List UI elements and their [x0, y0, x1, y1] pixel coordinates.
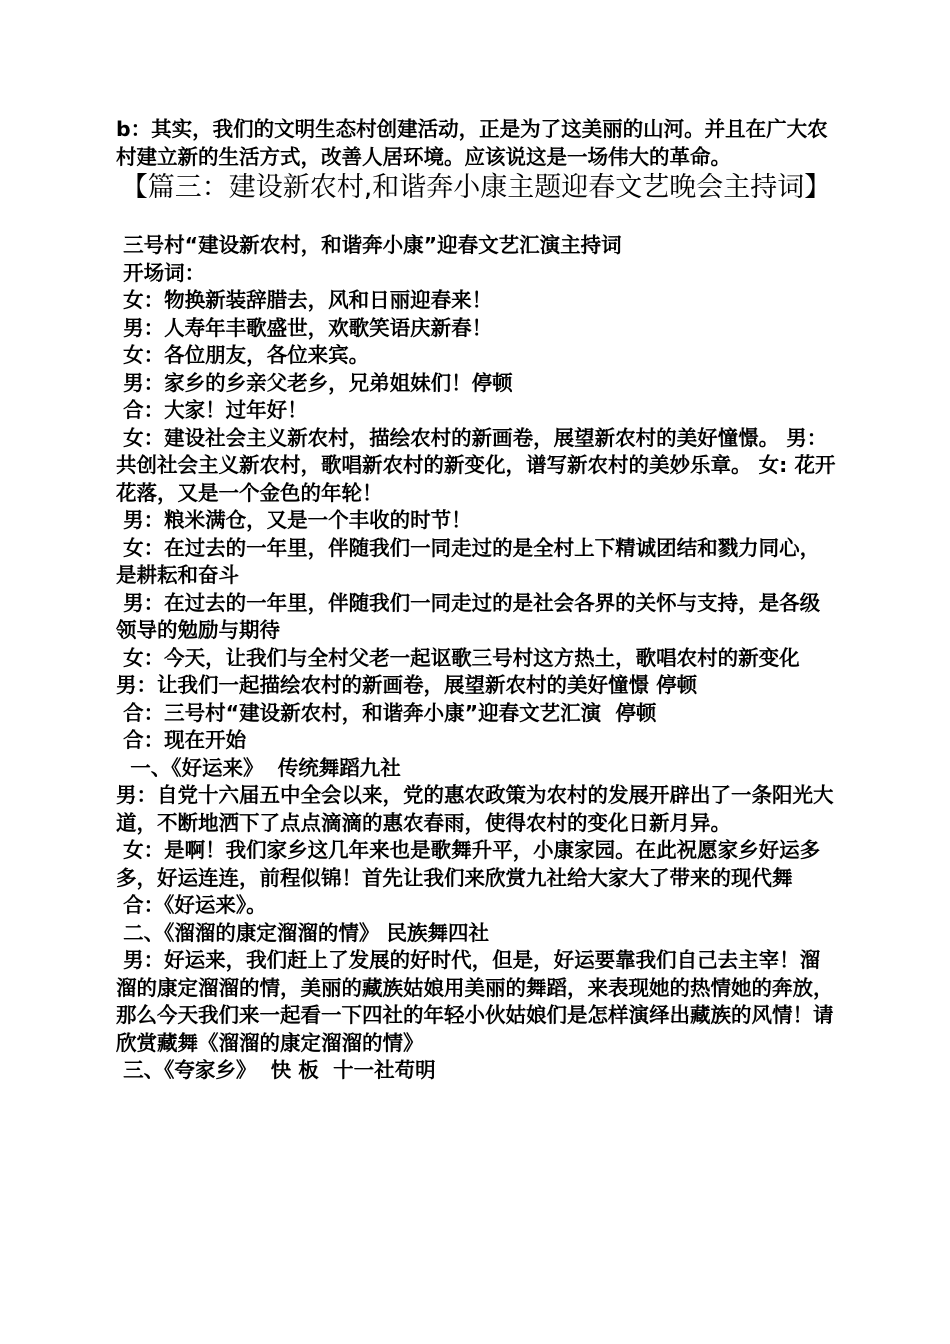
- script-line: 男：人寿年丰歌盛世，欢歌笑语庆新春！: [116, 315, 493, 340]
- program-item-heading: 一、《好运来》 传统舞蹈九社: [116, 755, 401, 780]
- script-line: 男：粮米满仓，又是一个丰收的时节！: [116, 508, 472, 532]
- script-line: 合：大家！过年好！: [116, 398, 308, 422]
- script-line: 女：各位朋友，各位来宾。: [116, 343, 370, 367]
- program-item-heading: 二、《溜溜的康定溜溜的情》 民族舞四社: [116, 920, 490, 945]
- script-line: 女：建设社会主义新农村，描绘农村的新画卷，展望新农村的美好憧憬。 男：共创社会主义新农村，歌唱新农村的新变化，谱写新农村的美妙乐章。 女: 花开花落，又是一个金色的年轮！: [116, 425, 836, 505]
- script-line: 女：物换新装辞腊去，风和日丽迎春来！: [116, 288, 493, 312]
- script-line: 合：《好运来》。: [116, 893, 267, 917]
- script-line: 男：自党十六届五中全会以来，党的惠农政策为农村的发展开辟出了一条阳光大道，不断地洒下了点点滴滴的惠农春雨，使得农村的变化日新月异。: [116, 783, 834, 835]
- script-line: 女：是啊！我们家乡这几年来也是歌舞升平，小康家园。在此祝愿家乡好运多多，好运连连，前程似锦！首先让我们来欣赏九社给大家大了带来的现代舞: [116, 838, 821, 890]
- script-line: 女：在过去的一年里，伴随我们一同走过的是全村上下精诚团结和戮力同心，是耕耘和奋斗: [116, 535, 821, 587]
- script-line: 男：家乡的乡亲父老乡，兄弟姐妹们！停顿: [116, 370, 513, 395]
- script-line: 三号村“建设新农村，和谐奔小康”迎春文艺汇演主持词: [116, 233, 622, 257]
- script-line: 男：好运来，我们赶上了发展的好时代，但是，好运要靠我们自己去主宰！溜溜的康定溜溜的情，美丽的藏族姑娘用美丽的舞蹈，来表现她的热情她的奔放，那么今天我们来一起看一下四社的年轻小伙姑娘们是怎样演绎出藏族的风情！请欣赏藏舞《溜溜的康定溜溜的情》: [116, 948, 834, 1055]
- script-line: 女：今天，让我们与全村父老一起讴歌三号村这方热土，歌唱农村的新变化 男：让我们一起描绘农村的新画卷，展望新农村的美好憧憬 停顿: [116, 645, 807, 697]
- script-line: 男：在过去的一年里，伴随我们一同走过的是社会各界的关怀与支持，是各级领导的勉励与期待: [116, 590, 821, 642]
- script-line: 开场词：: [116, 260, 206, 285]
- script-line: 合：现在开始: [116, 728, 247, 752]
- intro-paragraph: b：其实，我们的文明生态村创建活动，正是为了这美丽的山河。并且在广大农村建立新的生活方式，改善人居环境。应该说这是一场伟大的革命。: [116, 117, 828, 169]
- document-page: [116, 116, 836, 1085]
- script-line: 合：三号村“建设新农村，和谐奔小康”迎春文艺汇演 停顿: [116, 700, 657, 725]
- program-item-heading: 三、《夸家乡》 快 板 十一社苟明: [116, 1058, 436, 1082]
- section-heading: 【篇三：建设新农村,和谐奔小康主题迎春文艺晚会主持词】: [120, 172, 832, 203]
